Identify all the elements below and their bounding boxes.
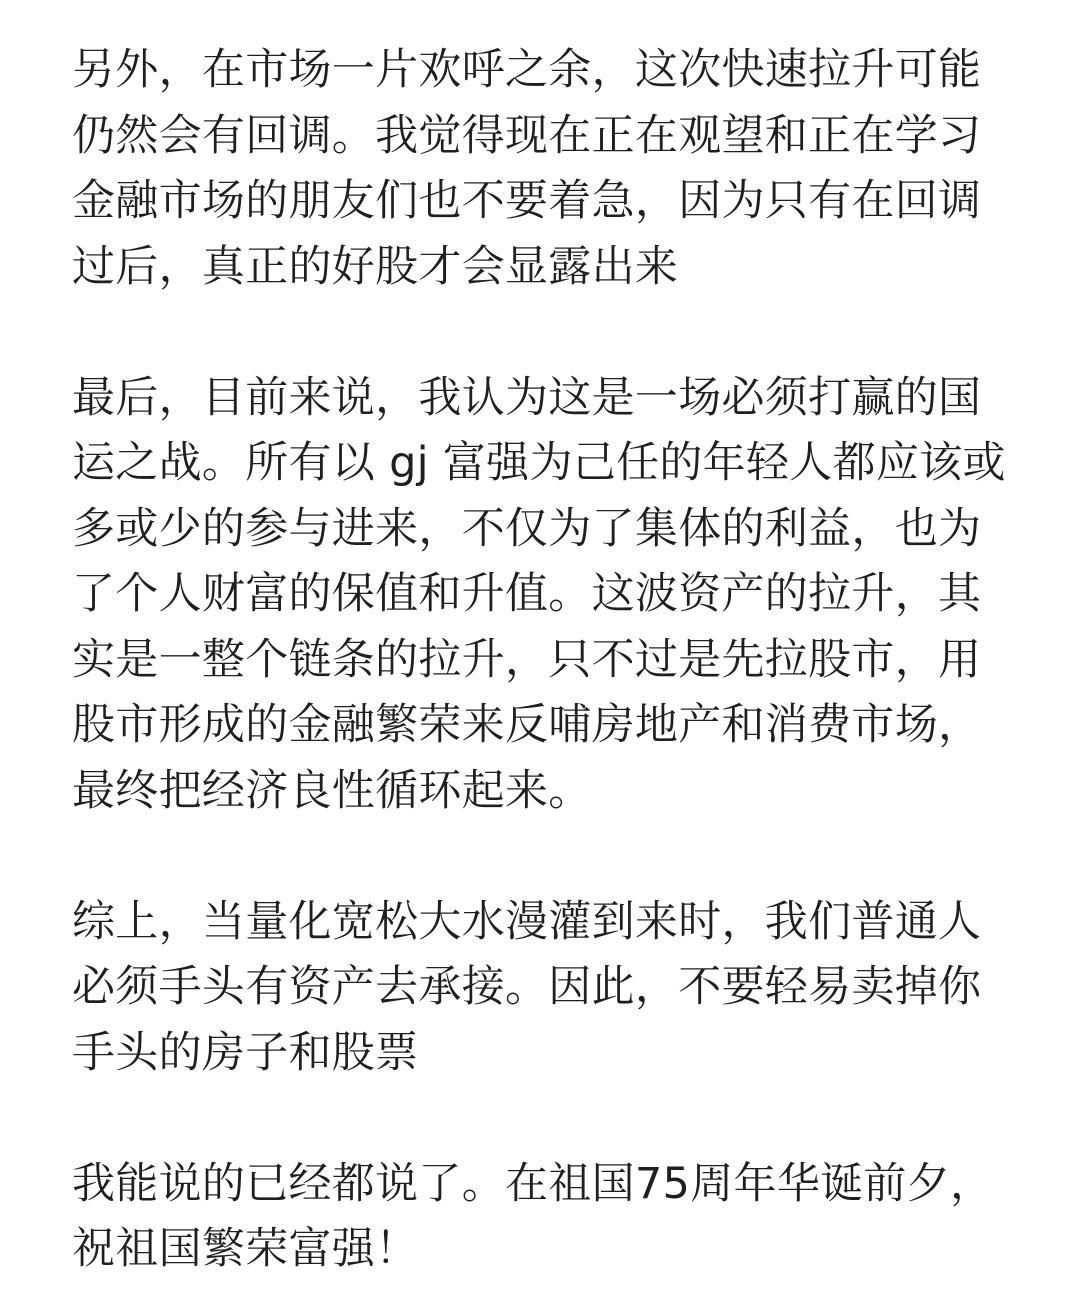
text-line: 仍然会有回调。我觉得现在正在观望和正在学习 [72, 110, 982, 161]
text-line: 手头的房子和股票 [72, 1027, 419, 1078]
text-line: 祝祖国繁荣富强！ [72, 1224, 419, 1274]
text-line: 多或少的参与进来，不仅为了集体的利益，也为 [72, 503, 982, 554]
text-line: 过后，真正的好股才会显露出来 [72, 241, 679, 292]
article-body [72, 38, 1006, 1283]
text-line: 金融市场的朋友们也不要着急，因为只有在回调 [72, 176, 982, 226]
paragraph-closing-wish [72, 1152, 1002, 1283]
text-line: 了个人财富的保值和升值。这波资产的拉升，其 [72, 569, 982, 619]
paragraph-hold-assets [72, 890, 1002, 1087]
text-line: 另外，在市场一片欢呼之余，这次快速拉升可能 [72, 45, 982, 95]
text-line: 运之战。所有以 gj 富强为己任的年轻人都应该或 [72, 438, 1006, 488]
paragraph-market-pullback [72, 38, 1002, 300]
text-line: 我能说的已经都说了。在祖国75周年华诞前夕， [72, 1158, 994, 1209]
text-line: 最后，目前来说，我认为这是一场必须打赢的国 [72, 372, 982, 423]
text-line: 实是一整个链条的拉升，只不过是先拉股市，用 [72, 634, 982, 685]
text-line: 综上，当量化宽松大水漫灌到来时，我们普通人 [72, 896, 982, 947]
text-line: 股市形成的金融繁荣来反哺房地产和消费市场， [72, 700, 982, 750]
text-line: 必须手头有资产去承接。因此，不要轻易卖掉你 [72, 962, 982, 1012]
paragraph-national-battle [72, 366, 1006, 825]
text-line: 最终把经济良性循环起来。 [72, 765, 592, 816]
